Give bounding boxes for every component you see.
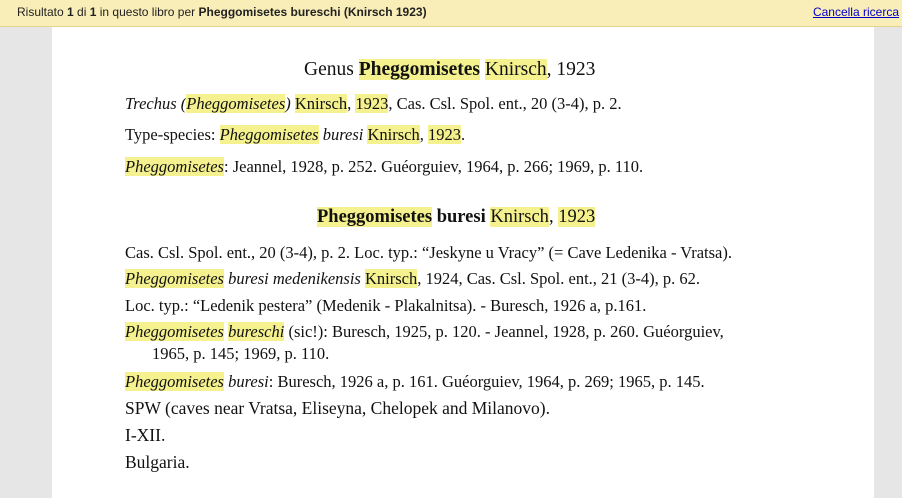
highlight-term: 1923 xyxy=(427,125,461,144)
highlight-term: Knirsch xyxy=(294,94,348,113)
text-span: , Cas. Csl. Spol. ent., 20 (3-4), p. 2. xyxy=(388,94,622,113)
highlight-term: Pheggomisetes xyxy=(125,269,224,288)
highlight-term: Knirsch xyxy=(484,59,547,80)
text-span: buresi xyxy=(432,207,491,227)
highlight-term: Pheggomisetes xyxy=(219,125,319,144)
text-span: buresi xyxy=(318,125,368,144)
text-span: , xyxy=(419,125,428,144)
result-index: 1 xyxy=(67,5,74,19)
result-total: 1 xyxy=(89,5,97,19)
text-span: , xyxy=(548,207,559,227)
highlight-term: Pheggomisetes xyxy=(125,372,224,391)
species-heading xyxy=(317,207,595,228)
text-span: Type-species: xyxy=(125,125,220,144)
text-line xyxy=(152,344,329,364)
text-line xyxy=(125,125,465,145)
text-line xyxy=(125,269,700,289)
search-result-bar xyxy=(0,0,902,27)
text-span: : Jeannel, 1928, p. 252. Guéorguiev, 1964, p. 266; 1969, p. 110. xyxy=(223,157,644,176)
text-span: buresi xyxy=(223,372,269,391)
highlight-term: Pheggomisetes xyxy=(186,94,286,113)
highlight-term: Knirsch xyxy=(364,269,418,288)
search-result-info xyxy=(17,5,427,19)
text-span: Trechus ( xyxy=(125,94,187,113)
book-page xyxy=(52,27,874,498)
text-span: , 1924, Cas. Csl. Spol. ent., 21 (3-4), p. 62. xyxy=(417,269,701,288)
text-line xyxy=(125,94,622,114)
genus-year: , 1923 xyxy=(546,59,596,80)
text-span: ) xyxy=(285,94,291,113)
text-span: Loc. typ.: “Ledenik pestera” (Medenik - Plakalnitsa). - Buresch, 1926 a, p.161. xyxy=(125,296,647,315)
text-span: Cas. Csl. Spol. ent., 20 (3-4), p. 2. Loc. typ.: “Jeskyne u Vracy” (= Cave Ledenika - Vratsa). xyxy=(125,243,732,262)
text-line: SPW (caves near Vratsa, Eliseyna, Chelopek and Milanovo). xyxy=(125,398,550,418)
genus-heading xyxy=(304,59,595,81)
highlight-term: Knirsch xyxy=(490,207,549,227)
highlight-term: Knirsch xyxy=(367,125,420,144)
text-line xyxy=(125,243,732,263)
cancel-search-link[interactable]: Cancella ricerca xyxy=(812,5,899,19)
text-line xyxy=(125,157,643,177)
result-prefix: Risultato xyxy=(17,5,68,19)
search-query: Pheggomisetes bureschi (Knirsch 1923) xyxy=(198,5,427,19)
highlight-term: Pheggomisetes xyxy=(358,59,481,80)
text-line: Bulgaria. xyxy=(125,452,190,472)
genus-prefix: Genus xyxy=(304,59,359,80)
text-span: 1965, p. 145; 1969, p. 110. xyxy=(152,344,330,363)
highlight-term: Pheggomisetes xyxy=(125,157,224,176)
highlight-term: Pheggomisetes xyxy=(125,322,224,341)
text-span: . xyxy=(460,125,466,144)
text-line xyxy=(125,322,724,342)
text-span: buresi medenikensis xyxy=(223,269,365,288)
highlight-term: bureschi xyxy=(228,322,285,341)
text-span: (sic!): Buresch, 1925, p. 120. - Jeannel, 1928, p. 260. Guéorguiev, xyxy=(284,322,724,341)
result-mid: in questo libro per xyxy=(96,5,199,19)
text-line xyxy=(125,296,646,316)
text-span: , xyxy=(347,94,356,113)
result-of: di xyxy=(73,5,90,19)
highlight-term: 1923 xyxy=(558,207,596,227)
text-line: I-XII. xyxy=(125,425,166,445)
highlight-term: Pheggomisetes xyxy=(317,207,433,227)
text-line xyxy=(125,372,705,392)
highlight-term: 1923 xyxy=(355,94,389,113)
text-span: : Buresch, 1926 a, p. 161. Guéorguiev, 1964, p. 269; 1965, p. 145. xyxy=(268,372,705,391)
